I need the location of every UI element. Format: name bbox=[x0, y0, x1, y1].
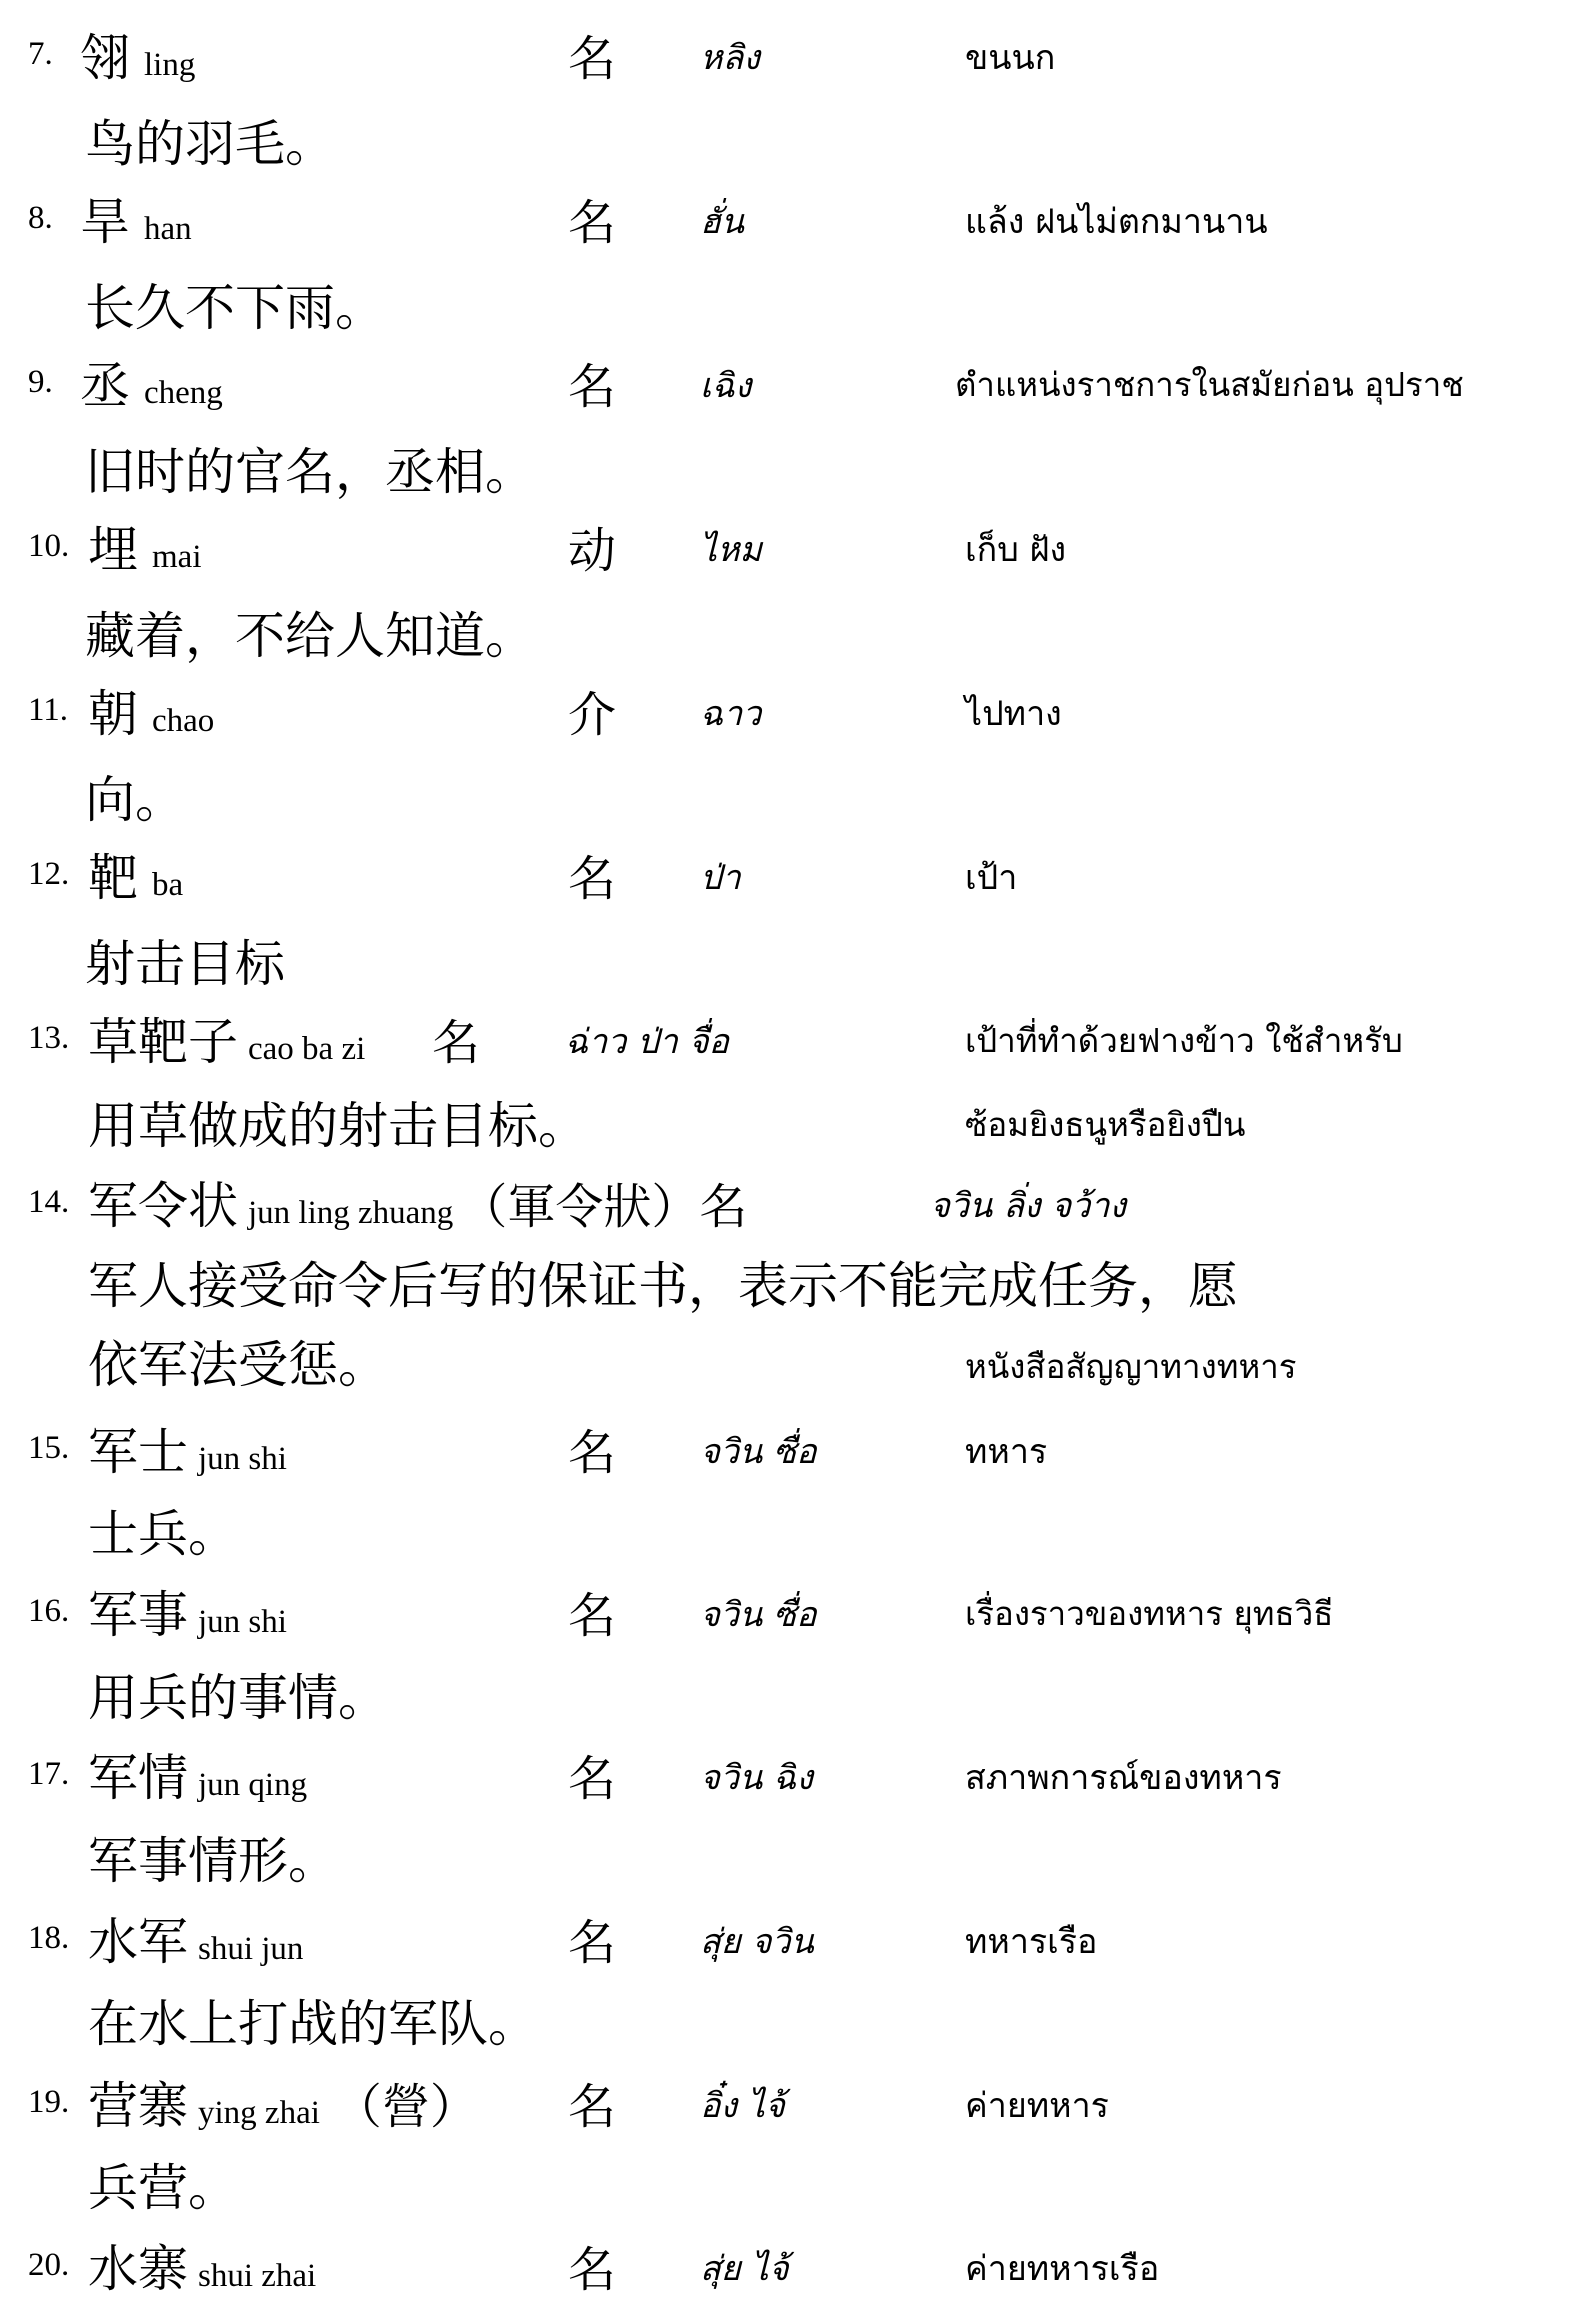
entry-number: 18. bbox=[28, 1920, 70, 1956]
entry-thai-meaning: ขนนก bbox=[965, 38, 1056, 78]
entry-definition: 藏着，不给人知道。 bbox=[85, 607, 535, 665]
entry-headword: 埋 bbox=[88, 521, 138, 579]
entry-headword-group bbox=[88, 1575, 287, 1647]
entry-number: 20. bbox=[28, 2247, 70, 2283]
entry-headword: 军情 bbox=[88, 1749, 188, 1807]
entry-thai-pronunciation: จวิน ฉิง bbox=[700, 1758, 813, 1798]
entry-number: 16. bbox=[28, 1593, 70, 1629]
entry-headword-group bbox=[88, 1002, 365, 1074]
entry-headword: 靶 bbox=[88, 849, 138, 907]
entry-pinyin: jun shi bbox=[198, 1441, 287, 1477]
entry-headword-group bbox=[88, 510, 201, 582]
entry-thai-meaning: ไปทาง bbox=[965, 694, 1062, 734]
entry-definition: 鸟的羽毛。 bbox=[85, 115, 335, 173]
entry-thai-pronunciation: สุ่ย ไจ้ bbox=[700, 2249, 789, 2289]
entry-definition: 兵营。 bbox=[88, 2159, 238, 2217]
entry-thai-pronunciation: จวิน ซื่อ bbox=[700, 1432, 817, 1472]
entry-pinyin: shui zhai bbox=[198, 2258, 317, 2294]
entry-thai-meaning: ค่ายทหารเรือ bbox=[965, 2249, 1160, 2289]
entry-definition: 用兵的事情。 bbox=[88, 1669, 388, 1727]
entry-headword-group bbox=[88, 1738, 307, 1810]
entry-definition: 射击目标 bbox=[85, 935, 285, 993]
entry-part-of-speech: 名 bbox=[568, 851, 617, 907]
entry-headword: 营寨 bbox=[88, 2077, 188, 2135]
entry-headword-group bbox=[88, 838, 183, 910]
entry-thai-meaning: ค่ายทหาร bbox=[965, 2086, 1109, 2126]
entry-part-of-speech: 名 bbox=[568, 195, 617, 251]
entry-pinyin: han bbox=[144, 211, 192, 247]
entry-part-of-speech: 介 bbox=[568, 687, 617, 743]
entry-thai-meaning: เป้าที่ทำด้วยฟางข้าว ใช้สำหรับ bbox=[965, 1021, 1403, 1060]
entry-definition: 向。 bbox=[85, 771, 185, 829]
entry-headword: 草靶子 bbox=[88, 1013, 238, 1071]
entry-headword-group bbox=[88, 1412, 287, 1484]
entry-part-of-speech: 名 bbox=[568, 31, 617, 87]
entry-pinyin: mai bbox=[152, 539, 202, 575]
entry-part-of-speech: 动 bbox=[568, 523, 617, 579]
entry-pinyin: cheng bbox=[144, 375, 223, 411]
entry-thai-meaning: ทหารเรือ bbox=[965, 1922, 1098, 1962]
entry-number: 17. bbox=[28, 1756, 70, 1792]
entry-headword-group bbox=[88, 674, 214, 746]
entry-part-of-speech: 名 bbox=[568, 1751, 617, 1807]
entry-definition: 军事情形。 bbox=[88, 1832, 338, 1890]
entry-pinyin: chao bbox=[152, 703, 215, 739]
entry-thai-meaning: เก็บ ฝัง bbox=[965, 530, 1067, 570]
entry-thai-pronunciation: ฉ่าว ป่า จื่อ bbox=[565, 1022, 729, 1062]
entry-headword-group bbox=[88, 2066, 478, 2138]
entry-number: 11. bbox=[28, 692, 69, 728]
entry-thai-pronunciation: สุ่ย จวิน bbox=[700, 1922, 814, 1962]
entry-pinyin: ying zhai bbox=[198, 2095, 320, 2131]
entry-thai-meaning: ตำแหน่งราชการในสมัยก่อน อุปราช bbox=[955, 365, 1464, 404]
entry-headword-group bbox=[80, 18, 195, 90]
entry-thai-pronunciation: หลิง bbox=[700, 38, 760, 78]
entry-thai-pronunciation: จวิน ลิ่ง จว้าง bbox=[930, 1186, 1127, 1226]
entry-traditional-form: （軍令狀） bbox=[459, 1179, 700, 1235]
entry-definition: 士兵。 bbox=[88, 1505, 238, 1563]
entry-thai-pronunciation: ฮั่น bbox=[700, 202, 744, 242]
entry-headword: 旱 bbox=[80, 193, 130, 251]
entry-number: 8. bbox=[28, 200, 53, 236]
entry-headword: 水寨 bbox=[88, 2240, 188, 2298]
entry-traditional-form: （營） bbox=[333, 2079, 478, 2135]
entry-thai-pronunciation: ป่า bbox=[700, 858, 741, 898]
entry-number: 10. bbox=[28, 528, 70, 564]
entry-pinyin: ba bbox=[152, 867, 184, 903]
entry-thai-meaning: แล้ง ฝนไม่ตกมานาน bbox=[965, 202, 1268, 242]
entry-number: 13. bbox=[28, 1020, 70, 1056]
entry-definition: 旧时的官名，丞相。 bbox=[85, 443, 535, 501]
entry-thai-meaning: สภาพการณ์ของทหาร bbox=[965, 1758, 1282, 1798]
entry-part-of-speech: 名 bbox=[568, 359, 617, 415]
entry-pinyin: shui jun bbox=[198, 1931, 304, 1967]
entry-headword-group bbox=[88, 1902, 303, 1974]
entry-part-of-speech: 名 bbox=[699, 1179, 748, 1235]
entry-part-of-speech: 名 bbox=[568, 2242, 617, 2298]
entry-part-of-speech: 名 bbox=[568, 1425, 617, 1481]
entry-number: 7. bbox=[28, 36, 53, 72]
entry-headword: 军事 bbox=[88, 1586, 188, 1644]
entry-pinyin: jun ling zhuang bbox=[248, 1195, 454, 1231]
entry-number: 9. bbox=[28, 364, 53, 400]
entry-headword-group bbox=[88, 2229, 316, 2301]
entry-headword: 军令状 bbox=[88, 1177, 238, 1235]
entry-pinyin: cao ba zi bbox=[248, 1031, 366, 1067]
entry-definition: 在水上打战的军队。 bbox=[88, 1995, 538, 2053]
entry-thai-pronunciation: ฉาว bbox=[700, 694, 762, 734]
entry-part-of-speech: 名 bbox=[568, 2079, 617, 2135]
entry-headword-group bbox=[80, 346, 223, 418]
entry-thai-pronunciation: ไหม bbox=[700, 530, 762, 570]
entry-thai-pronunciation: เฉิง bbox=[700, 366, 752, 406]
entry-headword-group bbox=[88, 1166, 747, 1238]
entry-number: 14. bbox=[28, 1184, 70, 1220]
entry-number: 12. bbox=[28, 856, 70, 892]
entry-thai-pronunciation: อิ๋ง ไจ้ bbox=[700, 2086, 785, 2126]
entry-part-of-speech: 名 bbox=[432, 1015, 481, 1071]
entry-headword: 翎 bbox=[80, 29, 130, 87]
entry-number: 15. bbox=[28, 1430, 70, 1466]
entry-number: 19. bbox=[28, 2084, 70, 2120]
entry-thai-pronunciation: จวิน ซื่อ bbox=[700, 1595, 817, 1635]
entry-thai-meaning: เรื่องราวของทหาร ยุทธวิธี bbox=[965, 1594, 1334, 1633]
entry-pinyin: ling bbox=[144, 47, 196, 83]
entry-headword: 朝 bbox=[88, 685, 138, 743]
entry-thai-meaning: เป้า bbox=[965, 858, 1018, 898]
entry-part-of-speech: 名 bbox=[568, 1588, 617, 1644]
entry-part-of-speech: 名 bbox=[568, 1915, 617, 1971]
entry-pinyin: jun qing bbox=[198, 1767, 308, 1803]
entry-definition: 军人接受命令后写的保证书，表示不能完成任务，愿 bbox=[88, 1257, 1238, 1315]
entry-thai-meaning-continued: หนังสือสัญญาทางทหาร bbox=[965, 1347, 1297, 1386]
entry-headword-group bbox=[80, 182, 192, 254]
entry-headword: 水军 bbox=[88, 1913, 188, 1971]
entry-definition: 长久不下雨。 bbox=[85, 279, 385, 337]
entry-thai-meaning-continued: ซ้อมยิงธนูหรือยิงปืน bbox=[965, 1105, 1246, 1144]
entry-thai-meaning: ทหาร bbox=[965, 1432, 1048, 1472]
entry-definition: 依军法受惩。 bbox=[88, 1336, 388, 1394]
entry-headword: 军士 bbox=[88, 1423, 188, 1481]
entry-headword: 丞 bbox=[80, 357, 130, 415]
entry-pinyin: jun shi bbox=[198, 1604, 287, 1640]
entry-definition: 用草做成的射击目标。 bbox=[88, 1097, 588, 1155]
